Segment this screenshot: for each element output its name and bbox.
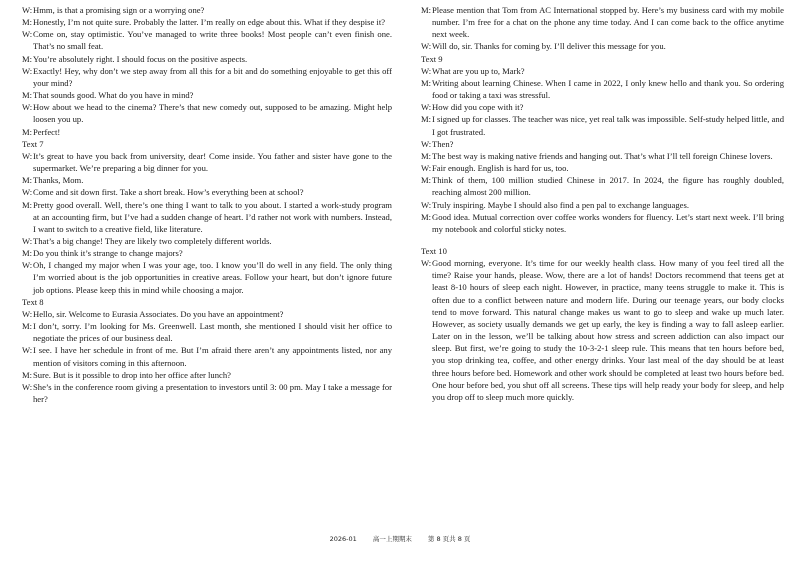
speaker-label: M: xyxy=(421,5,432,15)
dialogue-text: Exactly! Hey, why don’t we step away from all this for a bit and do something enjoyable to get this off your mind? xyxy=(33,65,392,88)
dialogue-text: Pretty good overall. Well, there’s one thing I want to talk to you about. I started a work-study program at an accounting firm, but I’ve had a sudden change of heart. I’d rather not work with numbers. Instead, I want to switch to a creative field, like literature. xyxy=(33,199,392,234)
speaker-label: W: xyxy=(22,102,33,113)
dialogue-line xyxy=(421,4,784,40)
dialogue-text: How did you cope with it? xyxy=(432,102,524,113)
dialogue-line xyxy=(22,89,392,101)
dialogue-line xyxy=(22,16,392,28)
speaker-label: M: xyxy=(22,199,33,210)
dialogue-line xyxy=(421,40,784,52)
dialogue-text: That’s a big change! They are likely two completely different worlds. xyxy=(33,235,272,246)
dialogue-line xyxy=(22,320,392,344)
dialogue-text: Then? xyxy=(432,138,454,149)
dialogue-line xyxy=(22,344,392,368)
dialogue-text: Come and sit down first. Take a short break. How’s everything been at school? xyxy=(33,187,304,198)
speaker-label: W: xyxy=(421,138,432,149)
section-heading: Text 7 xyxy=(22,138,44,149)
footer-page-number: 第 8 页共 8 页 xyxy=(427,535,471,543)
dialogue-text: Think of them, 100 million studied Chinese in 2017. In 2024, the figure has roughly doubled, reaching almost 200 million. xyxy=(432,175,784,198)
footer-exam-name: 高一上期期末 xyxy=(372,535,412,543)
speaker-label: W: xyxy=(22,187,33,198)
dialogue-line xyxy=(22,235,392,247)
dialogue-text: Good idea. Mutual correction over coffee works wonders for fluency. Let’s start next week. I’ll bring my notebook and colorful sticky notes. xyxy=(432,211,784,234)
dialogue-line xyxy=(22,101,392,125)
dialogue-text: The best way is making native friends and hanging out. That’s what I’ll tell foreign Chinese lovers. xyxy=(432,150,773,161)
speaker-label: W: xyxy=(22,345,33,356)
dialogue-text: Writing about learning Chinese. When I came in 2022, I only knew hello and thank you. So ordering food or taking a taxi was stressful. xyxy=(432,77,784,101)
speaker-label: W: xyxy=(421,163,432,174)
speaker-label: M: xyxy=(22,369,33,380)
dialogue-text: I signed up for classes. The teacher was nice, yet real talk was impossible. Self-study helped little, and I got frustrated. xyxy=(432,114,784,137)
dialogue-line xyxy=(22,369,392,381)
dialogue-line xyxy=(22,65,392,89)
dialogue-line xyxy=(421,65,784,77)
speaker-label: M: xyxy=(421,211,432,222)
page-footer xyxy=(0,534,800,543)
section-heading: Text 9 xyxy=(421,53,443,64)
speaker-label: W: xyxy=(421,102,432,113)
speaker-label: W: xyxy=(22,260,33,271)
dialogue-line xyxy=(421,101,784,113)
dialogue-text: I don’t, sorry. I’m looking for Ms. Greenwell. Last month, she mentioned I should visit her office to negotiate the prices of our business deal. xyxy=(33,321,392,344)
section-heading: Text 10 xyxy=(421,245,447,256)
dialogue-text: Good morning, everyone. It’s time for our weekly health class. How many of you feel tired all the time? Raise your hands, please. Wow, there are a lot of hands! Doctors recommend that teens get at least 8-10 hours of sleep each night. However, in practice, many teens struggle to make it. This is often due to a conflict between nature and modern life. During our teenage years, our body clocks tend to move forward. This natural change makes us want to go to sleep and wake up much later. However, as society usually demands we get up early, the key is finding a way to fall asleep earlier. Later on in the lesson, we’ll be talking about how stress and screen addiction can also impact our sleep. But first, we’re going to study the 10-3-2-1 sleep rule. This means that ten hours before bed, you stop drinking tea, coffee, and other energy drinks. Your last meal of the day should be at least three hours before bed. Homework and other work should be completed at least two hours before bed. One hour before bed, you shut off all screens. These tips will help ready your body for sleep, and help you drop off to sleep much more quickly. xyxy=(432,258,784,402)
dialogue-line xyxy=(22,4,392,16)
speaker-label: W: xyxy=(421,65,432,76)
speaker-label: W: xyxy=(22,308,33,319)
section-gap xyxy=(421,235,784,245)
dialogue-text: Perfect! xyxy=(33,126,61,137)
speaker-label: M: xyxy=(22,248,33,259)
left-column xyxy=(22,4,392,405)
speaker-label: M: xyxy=(421,150,432,161)
dialogue-text: What are you up to, Mark? xyxy=(432,65,525,76)
dialogue-line xyxy=(421,199,784,211)
dialogue-text: Thanks, Mom. xyxy=(33,175,84,186)
dialogue-line xyxy=(22,28,392,52)
section-heading: Text 8 xyxy=(22,296,44,307)
speaker-label: M: xyxy=(421,175,432,186)
speaker-label: W: xyxy=(22,65,33,76)
dialogue-line xyxy=(22,259,392,295)
dialogue-line xyxy=(22,174,392,186)
dialogue-text: Come on, stay optimistic. You’ve managed to write three books! Most people can’t even finish one. That’s no small feat. xyxy=(33,29,392,52)
dialogue-line xyxy=(421,174,784,198)
speaker-label: W: xyxy=(22,150,33,161)
speaker-label: M: xyxy=(22,175,33,186)
dialogue-text: How about we head to the cinema? There’s that new comedy out, supposed to be amazing. Might help loosen you up. xyxy=(33,102,392,125)
speaker-label: M: xyxy=(22,53,33,64)
right-column xyxy=(421,4,784,403)
dialogue-line xyxy=(421,113,784,137)
speaker-label: W: xyxy=(421,258,432,269)
footer-date: 2026-01 xyxy=(329,535,357,543)
dialogue-text: Oh, I changed my major when I was your age, too. I know you’ll do well in any field. The only thing I’m worried about is the job opportunities in creative areas. Follow your heart, but don’t ignore future job options. Please keep this in mind while choosing a major. xyxy=(33,260,392,295)
dialogue-line xyxy=(22,381,392,405)
dialogue-text: She’s in the conference room giving a presentation to investors until 3: 00 pm. May I take a message for her? xyxy=(33,381,392,404)
dialogue-line xyxy=(421,162,784,174)
dialogue-text: Truly inspiring. Maybe I should also find a pen pal to exchange languages. xyxy=(432,199,689,210)
dialogue-line xyxy=(421,138,784,150)
dialogue-text: Will do, sir. Thanks for coming by. I’ll deliver this message for you. xyxy=(432,41,666,52)
dialogue-line xyxy=(22,126,392,138)
speaker-label: M: xyxy=(22,90,33,101)
dialogue-line xyxy=(22,186,392,198)
dialogue-line xyxy=(421,77,784,101)
dialogue-text: Hmm, is that a promising sign or a worrying one? xyxy=(33,5,205,15)
speaker-label: M: xyxy=(22,321,33,332)
speaker-label: M: xyxy=(22,17,33,28)
dialogue-text: Honestly, I’m not quite sure. Probably the latter. I’m really on edge about this. What if they despise it? xyxy=(33,17,386,28)
speaker-label: M: xyxy=(421,77,432,88)
dialogue-text: You’re absolutely right. I should focus on the positive aspects. xyxy=(33,53,248,64)
dialogue-text: I see. I have her schedule in front of me. But I’m afraid there aren’t any appointments listed, nor any mention of visitors coming in this afternoon. xyxy=(33,345,392,368)
dialogue-line xyxy=(22,53,392,65)
dialogue-text: Sure. But is it possible to drop into her office after lunch? xyxy=(33,369,231,380)
dialogue-line xyxy=(421,150,784,162)
speaker-label: W: xyxy=(22,235,33,246)
speaker-label: M: xyxy=(421,114,432,125)
dialogue-text: Do you think it’s strange to change majors? xyxy=(33,248,183,259)
speaker-label: W: xyxy=(421,199,432,210)
speaker-label: W: xyxy=(22,5,33,15)
dialogue-text: Fair enough. English is hard for us, too. xyxy=(432,163,569,174)
speaker-label: M: xyxy=(22,126,33,137)
dialogue-text: Please mention that Tom from AC International stopped by. Here’s my business card with my mobile number. I’m free for a chat on the phone any time today. And I can come back to the office anytime next week. xyxy=(432,5,784,40)
dialogue-text: That sounds good. What do you have in mind? xyxy=(33,90,194,101)
dialogue-line xyxy=(421,211,784,235)
speaker-label: W: xyxy=(22,381,33,392)
dialogue-line xyxy=(421,257,784,403)
speaker-label: W: xyxy=(421,41,432,52)
dialogue-line xyxy=(22,308,392,320)
dialogue-text: Hello, sir. Welcome to Eurasia Associates. Do you have an appointment? xyxy=(33,308,284,319)
dialogue-line xyxy=(22,199,392,235)
dialogue-line xyxy=(22,150,392,174)
dialogue-text: It’s great to have you back from university, dear! Come inside. You father and sister have gone to the supermarket. We’re preparing a big dinner for you. xyxy=(33,150,392,174)
speaker-label: W: xyxy=(22,29,33,40)
dialogue-line xyxy=(22,247,392,259)
